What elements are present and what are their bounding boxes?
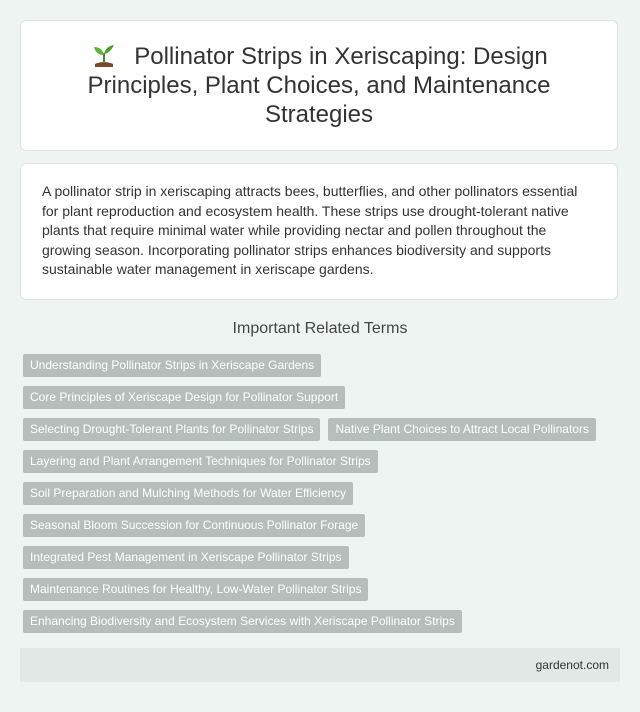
related-terms-list xyxy=(23,354,623,642)
related-term-tag[interactable]: Integrated Pest Management in Xeriscape Pollinator Strips xyxy=(23,546,349,569)
footer xyxy=(20,648,620,682)
related-term-tag[interactable]: Layering and Plant Arrangement Techniques for Pollinator Strips xyxy=(23,450,378,473)
related-term-tag[interactable]: Native Plant Choices to Attract Local Pollinators xyxy=(328,418,595,441)
page-title-text: Pollinator Strips in Xeriscaping: Design Principles, Plant Choices, and Maintenance Strategies xyxy=(87,43,551,128)
footer-site-link[interactable]: gardenot.com xyxy=(535,658,609,672)
related-term-tag[interactable]: Soil Preparation and Mulching Methods for Water Efficiency xyxy=(23,482,353,505)
seedling-icon xyxy=(90,43,118,67)
page-title xyxy=(59,42,579,129)
related-terms-heading: Important Related Terms xyxy=(232,320,408,337)
title-card xyxy=(20,20,618,151)
intro-card xyxy=(20,163,618,300)
related-term-tag[interactable]: Selecting Drought-Tolerant Plants for Pollinator Strips xyxy=(23,418,320,441)
intro-paragraph: A pollinator strip in xeriscaping attracts bees, butterflies, and other pollinators essential for plant reproduction and ecosystem health. These strips use drought-tolerant native plants that require minimal water while providing nectar and pollen throughout the growing season. Incorporating pollinator strips enhances biodiversity and supports sustainable water management in xeriscape gardens. xyxy=(42,183,578,277)
related-term-tag[interactable]: Seasonal Bloom Succession for Continuous Pollinator Forage xyxy=(23,514,365,537)
related-term-tag[interactable]: Enhancing Biodiversity and Ecosystem Services with Xeriscape Pollinator Strips xyxy=(23,610,462,633)
related-term-tag[interactable]: Core Principles of Xeriscape Design for Pollinator Support xyxy=(23,386,345,409)
related-term-tag[interactable]: Understanding Pollinator Strips in Xeriscape Gardens xyxy=(23,354,321,377)
related-term-tag[interactable]: Maintenance Routines for Healthy, Low-Water Pollinator Strips xyxy=(23,578,368,601)
